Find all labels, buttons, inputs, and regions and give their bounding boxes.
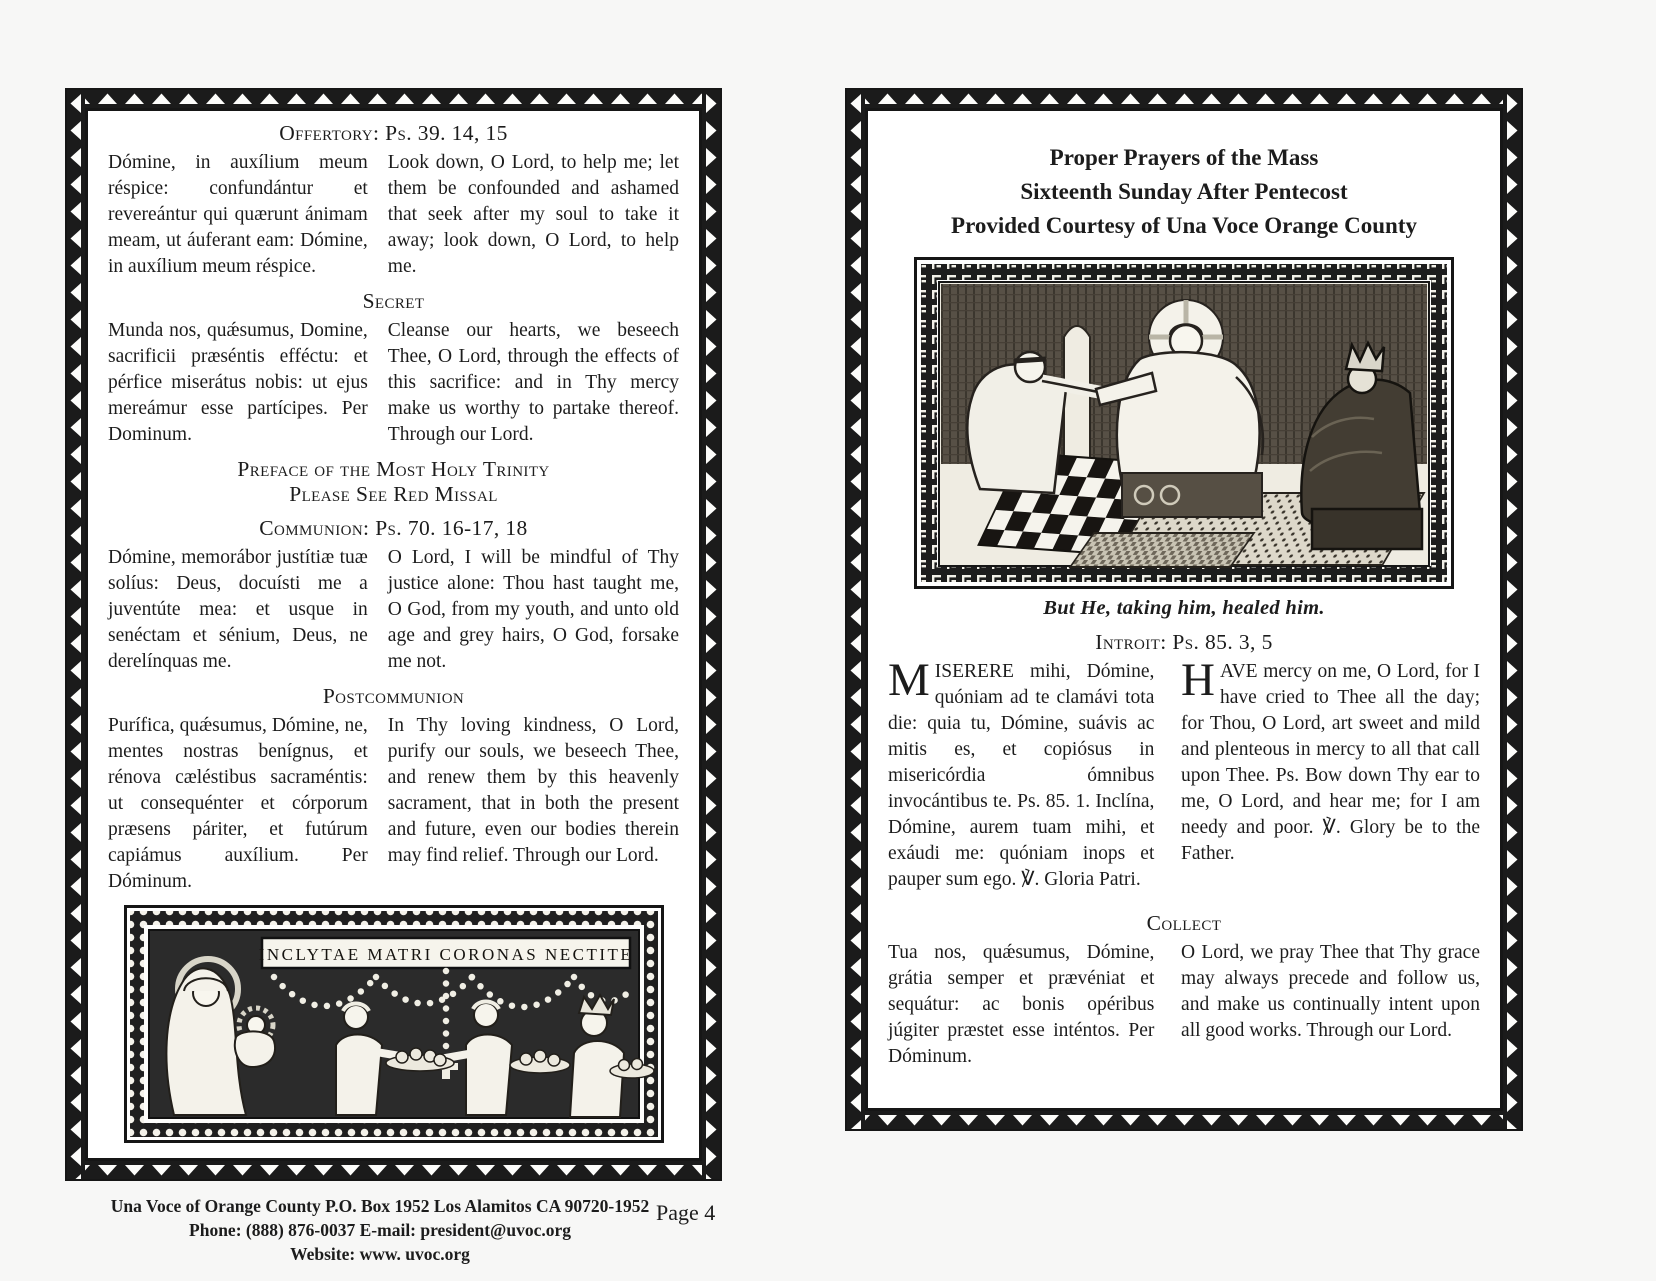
postcommunion-english: In Thy loving kindness, O Lord, purify our souls, we beseech Thee, and renew them by this heavenly sacrament, that in both the present and future, even our bodies therein may find relief. Through our Lord. [387, 715, 679, 866]
feast-date [108, 1157, 679, 1158]
collect-latin: Tua nos, quǽsumus, Dómine, grátia semper et prævéniat et sequátur: ac bonis opéribus júgiter præstet esse inténtos. Per Dóminum. [888, 942, 1155, 1067]
secret-heading: Secret [362, 289, 425, 313]
footer-line3: Website: www. uvoc.org [290, 1244, 470, 1264]
postcommunion-latin: Purífica, quǽsumus, Dómine, ne, mentes nostras benígnus, et rénova cæléstibus sacraméntis: ut consequénter et córporum præsens páriter, et futúrum capiámus auxílium. Per Dóminum. [108, 715, 368, 892]
healing-woodcut-illustration [914, 257, 1454, 589]
offertory-columns [108, 149, 679, 280]
left-page [65, 88, 722, 1181]
footer-line2: Phone: (888) 876-0037 E-mail: president@uvoc.org [189, 1220, 571, 1240]
left-page-border-top [67, 90, 720, 108]
right-page [845, 88, 1523, 1131]
introit-latin-text: ISERERE mihi, Dómine, quóniam ad te clamávi tota die: quia tu, Dómine, suávis ac mitis es, et copiósus in misericórdia ómnibus invocántibus te. Ps. 85. 1. Inclína, Dómine, aurem tuam mihi, et exáudi me: quóniam inops et pauper sum ego. ℣. Gloria Patri. [888, 661, 1155, 890]
secret-english: Cleanse our hearts, we beseech Thee, O Lord, through the effects of this sacrifice: and in Thy mercy make us worthy to partake thereof. Through our Lord. [387, 320, 679, 445]
postcommunion-columns [108, 712, 679, 895]
collect-heading: Collect [1146, 911, 1222, 935]
illustration-caption: But He, taking him, healed him. [1043, 597, 1325, 619]
left-page-content [88, 111, 699, 1158]
introit-heading: Introit: Ps. 85. 3, 5 [1095, 630, 1273, 654]
communion-english: O Lord, I will be mindful of Thy justice alone: Thou hast taught me, O God, from my youth, and unto old age and grey hairs, O God, forsake me not. [387, 547, 679, 672]
right-page-border-left [847, 90, 865, 1129]
collect-english: O Lord, we pray Thee that Thy grace may always precede and follow us, and make us continually intent upon all good works. Through our Lord. [1181, 942, 1480, 1041]
rosary-woodcut-illustration [124, 905, 664, 1143]
right-page-content [868, 111, 1500, 1108]
secret-latin: Munda nos, quǽsumus, Domine, sacrificii præséntis efféctu: et pérfice miserátus nobis: ut ejus mereámur esse partícipes. Per Dominum. [108, 320, 368, 445]
rosary-banner-text: INCLYTAE MATRI CORONAS NECTITE [258, 945, 633, 964]
footer-line1: Una Voce of Orange County P.O. Box 1952 Los Alamitos CA 90720-1952 [110, 1196, 650, 1216]
left-page-border-right [702, 90, 720, 1179]
left-page-border-left [67, 90, 85, 1179]
page-number: Page 4 [656, 1200, 716, 1225]
publisher-footer [100, 1194, 660, 1266]
introit-latin [888, 654, 1155, 893]
preface-heading-line2: Please See Red Missal [289, 482, 498, 506]
communion-columns [108, 544, 679, 675]
offertory-english: Look down, O Lord, to help me; let them be confounded and ashamed that seek after my soul to take it away; look down, O Lord, to help me. [387, 152, 679, 277]
introit-columns [888, 654, 1480, 893]
offertory-latin: Dómine, in auxílium meum réspice: confundántur et revereántur qui quærunt ánimam meam, ut áuferant eam: Dómine, in auxílium meum réspice. [108, 152, 368, 277]
mass-title-block [888, 141, 1480, 243]
mass-title-line1: Proper Prayers of the Mass [1049, 145, 1319, 170]
mass-title-line3: Provided Courtesy of Una Voce Orange County [951, 213, 1417, 238]
introit-english-text: AVE mercy on me, O Lord, for I have cried to Thee all the day; for Thou, O Lord, art sweet and mild and plenteous in mercy to all that call upon Thee. Ps. Bow down Thy ear to me, O Lord, and hear me; for I am needy and poor. ℣. Glory be to the Father. [1181, 661, 1480, 864]
postcommunion-heading: Postcommunion [322, 684, 465, 708]
right-page-border-top [847, 90, 1521, 108]
introit-english-dropcap: H [1181, 654, 1215, 706]
preface-heading-line1: Preface of the Most Holy Trinity [237, 457, 550, 481]
mass-title-line2: Sixteenth Sunday After Pentecost [1020, 179, 1348, 204]
offertory-heading: Offertory: Ps. 39. 14, 15 [279, 121, 508, 145]
communion-latin: Dómine, memorábor justítiæ tuæ solíus: Deus, docuísti me a juventúte mea: et usque in senéctam et sénium, Deus, ne derelínquas me. [108, 547, 368, 672]
introit-english [1181, 654, 1480, 893]
right-page-border-right [1503, 90, 1521, 1129]
communion-heading: Communion: Ps. 70. 16-17, 18 [259, 516, 528, 540]
right-page-border-bottom [847, 1111, 1521, 1129]
left-page-border-bottom [67, 1161, 720, 1179]
introit-latin-dropcap: M [888, 654, 930, 706]
collect-columns [888, 939, 1480, 1070]
secret-columns [108, 317, 679, 448]
